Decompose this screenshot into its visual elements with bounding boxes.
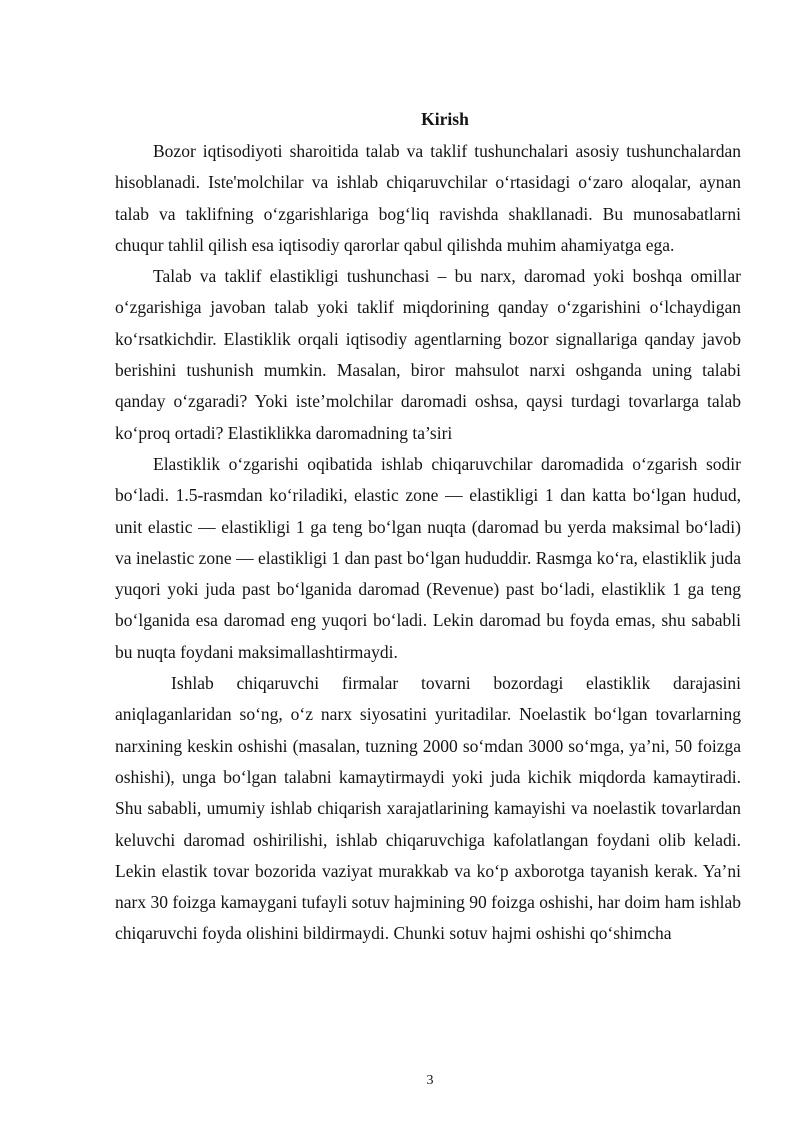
paragraph-revenue-elasticity: Elastiklik o‘zgarishi oqibatida ishlab chiqaruvchilar daromadida o‘zgarish sodir bo‘ladi. 1.5-rasmdan ko‘riladiki, elastic zone — elastikligi 1 dan katta bo‘lgan hudud, unit elastic — elastikligi 1 ga teng bo‘lgan nuqta (daromad bu yerda maksimal bo‘ladi) va inelastic zone — elastikligi 1 dan past bo‘lgan hududdir. Rasmga ko‘ra, elastiklik juda yuqori yoki juda past bo‘lganida daromad (Revenue) past bo‘ladi, elastiklik 1 ga teng bo‘lganida esa daromad eng yuqori bo‘ladi. Lekin daromad bu foyda emas, shu sababli bu nuqta foydani maksimallashtirmaydi. — [115, 453, 741, 662]
page-title: Kirish — [421, 109, 469, 129]
paragraph-intro: Bozor iqtisodiyoti sharoitida talab va taklif tushunchalari asosiy tushunchalardan hisoblanadi. Iste'molchilar va ishlab chiqaruvchilar o‘rtasidagi o‘zaro aloqalar, aynan talab va taklifning o‘zgarishlariga bog‘liq ravishda shakllanadi. Bu munosabatlarni chuqur tahlil qilish esa iqtisodiy qarorlar qabul qilishda muhim ahamiyatga ega. — [115, 141, 741, 255]
body-text — [115, 136, 741, 950]
page-number: 3 — [426, 1073, 434, 1088]
paragraph-elasticity-definition: Talab va taklif elastikligi tushunchasi – bu narx, daromad yoki boshqa omillar o‘zgarishiga javoban talab yoki taklif miqdorining qanday o‘zgarishini o‘lchaydigan ko‘rsatkichdir. Elastiklik orqali iqtisodiy agentlarning bozor signallariga qanday javob berishini tushunish mumkin. Masalan, biror mahsulot narxi oshganda uning talabi qanday o‘zgaradi? Yoki iste’molchilar daromadi oshsa, qaysi turdagi tovarlarga talab ko‘proq ortadi? Elastiklikka daromadning ta’siri — [115, 266, 741, 443]
paragraph-pricing-policy: Ishlab chiqaruvchi firmalar tovarni bozordagi elastiklik darajasini aniqlaganlaridan so‘ng, o‘z narx siyosatini yuritadilar. Noelastik bo‘lgan tovarlarning narxining keskin oshishi (masalan, tuzning 2000 so‘mdan 3000 so‘mga, ya’ni, 50 foizga oshishi), unga bo‘lgan talabni kamaytirmaydi yoki juda kichik miqdorda kamaytiradi. Shu sababli, umumiy ishlab chiqarish xarajatlarining kamayishi va noelastik tovarlardan keluvchi daromad oshirilishi, ishlab chiqaruvchiga kafolatlangan foydani olib keladi. Lekin elastik tovar bozorida vaziyat murakkab va ko‘p axborotga tayanish kerak. Ya’ni narx 30 foizga kamaygani tufayli sotuv hajmining 90 foizga oshishi, har doim ham ishlab chiqaruvchi foyda olishini bildirmaydi. Chunki sotuv hajmi oshishi qo‘shimcha — [115, 673, 741, 944]
